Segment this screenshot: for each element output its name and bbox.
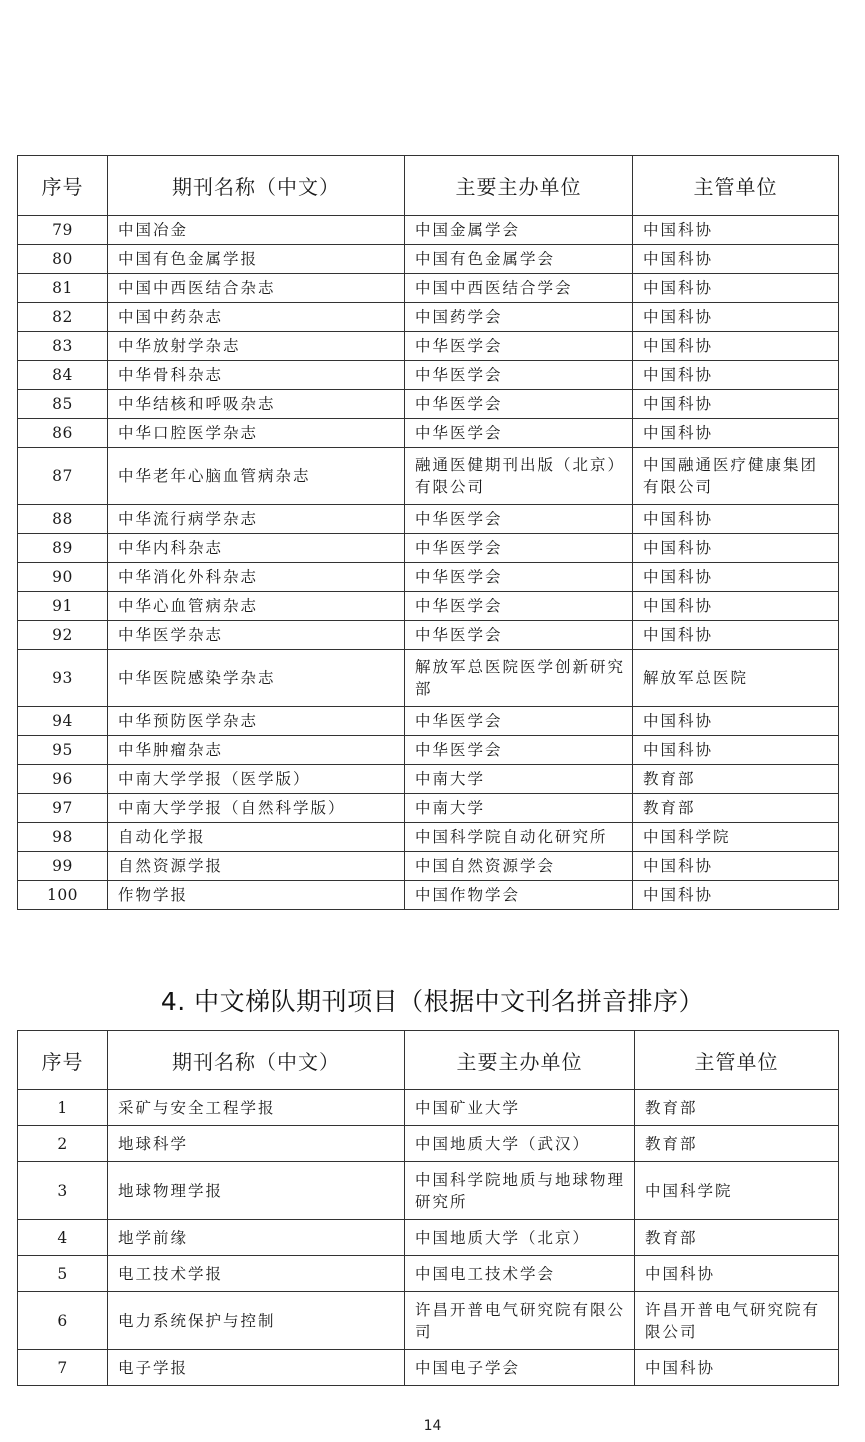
- cell-journal-name: 中华放射学杂志: [108, 332, 405, 361]
- cell-serial: 95: [18, 736, 108, 765]
- header-journal-name: 期刊名称（中文）: [108, 156, 405, 216]
- table-row: [18, 852, 839, 881]
- cell-serial: 2: [18, 1126, 108, 1162]
- cell-supervisor: 中国科协: [633, 707, 839, 736]
- cell-supervisor: 中国科协: [633, 245, 839, 274]
- cell-sponsor: 中华医学会: [405, 563, 633, 592]
- table-row: [18, 332, 839, 361]
- cell-sponsor: 中国金属学会: [405, 216, 633, 245]
- cell-sponsor: 中国药学会: [405, 303, 633, 332]
- header-journal-name: 期刊名称（中文）: [108, 1031, 405, 1090]
- cell-serial: 86: [18, 419, 108, 448]
- cell-serial: 81: [18, 274, 108, 303]
- cell-sponsor: 中华医学会: [405, 534, 633, 563]
- table-row: [18, 1220, 839, 1256]
- table-row: [18, 1256, 839, 1292]
- cell-serial: 82: [18, 303, 108, 332]
- cell-journal-name: 地学前缘: [108, 1220, 405, 1256]
- header-supervisor: 主管单位: [635, 1031, 839, 1090]
- cell-sponsor: 解放军总医院医学创新研究部: [405, 650, 633, 707]
- cell-serial: 3: [18, 1162, 108, 1220]
- cell-serial: 93: [18, 650, 108, 707]
- table-row: [18, 765, 839, 794]
- cell-journal-name: 中国有色金属学报: [108, 245, 405, 274]
- cell-journal-name: 电子学报: [108, 1350, 405, 1386]
- header-sponsor: 主要主办单位: [405, 156, 633, 216]
- section-heading: 4. 中文梯队期刊项目（根据中文刊名拼音排序）: [160, 987, 705, 1016]
- cell-serial: 6: [18, 1292, 108, 1350]
- cell-sponsor: 中国科学院自动化研究所: [405, 823, 633, 852]
- cell-serial: 79: [18, 216, 108, 245]
- cell-journal-name: 中华预防医学杂志: [108, 707, 405, 736]
- cell-supervisor: 中国科协: [633, 852, 839, 881]
- table-row: [18, 274, 839, 303]
- cell-supervisor: 教育部: [633, 794, 839, 823]
- cell-serial: 87: [18, 448, 108, 505]
- table-row: [18, 592, 839, 621]
- cell-supervisor: 中国科协: [633, 390, 839, 419]
- cell-serial: 91: [18, 592, 108, 621]
- table-row: [18, 881, 839, 910]
- cell-supervisor: 解放军总医院: [633, 650, 839, 707]
- table-header-row: [18, 1031, 839, 1090]
- cell-journal-name: 中华内科杂志: [108, 534, 405, 563]
- cell-supervisor: 中国科协: [633, 274, 839, 303]
- table-row: [18, 707, 839, 736]
- cell-supervisor: 中国科协: [633, 563, 839, 592]
- cell-journal-name: 中南大学学报（自然科学版）: [108, 794, 405, 823]
- table-row: [18, 1090, 839, 1126]
- cell-serial: 7: [18, 1350, 108, 1386]
- cell-journal-name: 自然资源学报: [108, 852, 405, 881]
- cell-sponsor: 许昌开普电气研究院有限公司: [405, 1292, 635, 1350]
- cell-sponsor: 中国有色金属学会: [405, 245, 633, 274]
- cell-journal-name: 中华心血管病杂志: [108, 592, 405, 621]
- table-row: [18, 390, 839, 419]
- cell-supervisor: 中国科协: [633, 534, 839, 563]
- cell-supervisor: 教育部: [635, 1126, 839, 1162]
- cell-journal-name: 中国冶金: [108, 216, 405, 245]
- cell-sponsor: 中华医学会: [405, 707, 633, 736]
- table-row: [18, 650, 839, 707]
- table-row: [18, 216, 839, 245]
- journal-table-continued: [17, 155, 839, 910]
- cell-supervisor: 教育部: [635, 1220, 839, 1256]
- cell-journal-name: 中华结核和呼吸杂志: [108, 390, 405, 419]
- cell-supervisor: 教育部: [635, 1090, 839, 1126]
- cell-sponsor: 融通医健期刊出版（北京）有限公司: [405, 448, 633, 505]
- table-row: [18, 303, 839, 332]
- cell-sponsor: 中华医学会: [405, 361, 633, 390]
- cell-journal-name: 地球科学: [108, 1126, 405, 1162]
- cell-journal-name: 中华骨科杂志: [108, 361, 405, 390]
- header-serial: 序号: [18, 156, 108, 216]
- cell-serial: 84: [18, 361, 108, 390]
- cell-journal-name: 中华医学杂志: [108, 621, 405, 650]
- cell-supervisor: 中国科协: [633, 621, 839, 650]
- table-row: [18, 448, 839, 505]
- cell-sponsor: 中华医学会: [405, 419, 633, 448]
- cell-journal-name: 自动化学报: [108, 823, 405, 852]
- cell-journal-name: 采矿与安全工程学报: [108, 1090, 405, 1126]
- cell-supervisor: 中国科协: [633, 332, 839, 361]
- cell-journal-name: 中华医院感染学杂志: [108, 650, 405, 707]
- cell-sponsor: 中南大学: [405, 794, 633, 823]
- cell-sponsor: 中国地质大学（武汉）: [405, 1126, 635, 1162]
- cell-supervisor: 中国科协: [633, 303, 839, 332]
- cell-sponsor: 中华医学会: [405, 505, 633, 534]
- cell-serial: 5: [18, 1256, 108, 1292]
- cell-supervisor: 中国科学院: [633, 823, 839, 852]
- cell-supervisor: 中国融通医疗健康集团有限公司: [633, 448, 839, 505]
- cell-serial: 88: [18, 505, 108, 534]
- table-row: [18, 794, 839, 823]
- table-row: [18, 1350, 839, 1386]
- cell-serial: 98: [18, 823, 108, 852]
- cell-serial: 90: [18, 563, 108, 592]
- cell-supervisor: 中国科协: [633, 361, 839, 390]
- cell-sponsor: 中国矿业大学: [405, 1090, 635, 1126]
- cell-journal-name: 作物学报: [108, 881, 405, 910]
- table-row: [18, 823, 839, 852]
- cell-sponsor: 中华医学会: [405, 736, 633, 765]
- cell-journal-name: 中华消化外科杂志: [108, 563, 405, 592]
- header-serial: 序号: [18, 1031, 108, 1090]
- table-row: [18, 534, 839, 563]
- cell-serial: 97: [18, 794, 108, 823]
- cell-journal-name: 电工技术学报: [108, 1256, 405, 1292]
- cell-supervisor: 中国科协: [633, 881, 839, 910]
- cell-serial: 1: [18, 1090, 108, 1126]
- cell-serial: 96: [18, 765, 108, 794]
- table-row: [18, 1162, 839, 1220]
- header-sponsor: 主要主办单位: [405, 1031, 635, 1090]
- cell-sponsor: 中华医学会: [405, 332, 633, 361]
- cell-supervisor: 中国科协: [633, 592, 839, 621]
- cell-serial: 4: [18, 1220, 108, 1256]
- table-row: [18, 505, 839, 534]
- cell-serial: 100: [18, 881, 108, 910]
- cell-journal-name: 中国中药杂志: [108, 303, 405, 332]
- cell-journal-name: 中南大学学报（医学版）: [108, 765, 405, 794]
- cell-supervisor: 中国科协: [635, 1350, 839, 1386]
- cell-sponsor: 中南大学: [405, 765, 633, 794]
- table-row: [18, 621, 839, 650]
- cell-sponsor: 中华医学会: [405, 390, 633, 419]
- table-row: [18, 563, 839, 592]
- cell-supervisor: 中国科协: [633, 505, 839, 534]
- cell-journal-name: 地球物理学报: [108, 1162, 405, 1220]
- table-row: [18, 1292, 839, 1350]
- cell-supervisor: 中国科协: [633, 419, 839, 448]
- cell-serial: 80: [18, 245, 108, 274]
- cell-sponsor: 中国中西医结合学会: [405, 274, 633, 303]
- cell-journal-name: 中国中西医结合杂志: [108, 274, 405, 303]
- table-header-row: [18, 156, 839, 216]
- cell-sponsor: 中国作物学会: [405, 881, 633, 910]
- table-row: [18, 361, 839, 390]
- table-row: [18, 736, 839, 765]
- cell-serial: 99: [18, 852, 108, 881]
- cell-serial: 94: [18, 707, 108, 736]
- cell-journal-name: 电力系统保护与控制: [108, 1292, 405, 1350]
- cell-supervisor: 中国科协: [633, 216, 839, 245]
- cell-journal-name: 中华老年心脑血管病杂志: [108, 448, 405, 505]
- table-row: [18, 1126, 839, 1162]
- table-row: [18, 245, 839, 274]
- cell-supervisor: 中国科协: [635, 1256, 839, 1292]
- cell-serial: 89: [18, 534, 108, 563]
- header-supervisor: 主管单位: [633, 156, 839, 216]
- cell-journal-name: 中华流行病学杂志: [108, 505, 405, 534]
- cell-sponsor: 中华医学会: [405, 592, 633, 621]
- cell-supervisor: 许昌开普电气研究院有限公司: [635, 1292, 839, 1350]
- cell-sponsor: 中国电子学会: [405, 1350, 635, 1386]
- cell-sponsor: 中华医学会: [405, 621, 633, 650]
- tier-journal-table: [17, 1030, 839, 1386]
- cell-supervisor: 中国科学院: [635, 1162, 839, 1220]
- cell-serial: 85: [18, 390, 108, 419]
- page-number: 14: [423, 1418, 442, 1434]
- cell-journal-name: 中华口腔医学杂志: [108, 419, 405, 448]
- cell-serial: 83: [18, 332, 108, 361]
- table-row: [18, 419, 839, 448]
- cell-journal-name: 中华肿瘤杂志: [108, 736, 405, 765]
- cell-supervisor: 中国科协: [633, 736, 839, 765]
- cell-supervisor: 教育部: [633, 765, 839, 794]
- cell-sponsor: 中国电工技术学会: [405, 1256, 635, 1292]
- cell-sponsor: 中国地质大学（北京）: [405, 1220, 635, 1256]
- cell-sponsor: 中国科学院地质与地球物理研究所: [405, 1162, 635, 1220]
- cell-serial: 92: [18, 621, 108, 650]
- cell-sponsor: 中国自然资源学会: [405, 852, 633, 881]
